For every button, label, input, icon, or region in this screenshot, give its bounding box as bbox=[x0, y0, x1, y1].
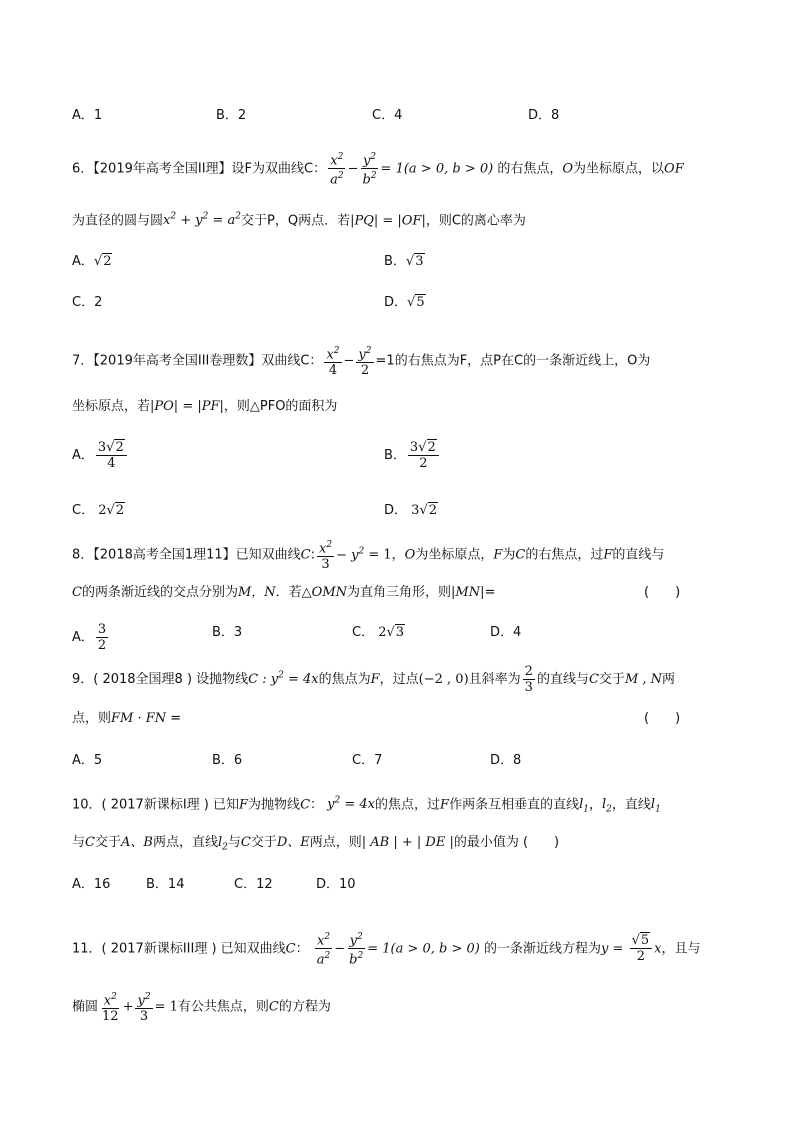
q9-stem-line1: 9．( 2018全国理8 ) 设抛物线C : $y^2 = 4x$的焦点为F，过点(−2 , 0)且斜率为 $\frac{2}{3}$ 的直线与C交于M , N两 bbox=[72, 664, 676, 695]
q7-option-b: B． $\frac{3√2}{2}$ bbox=[384, 440, 441, 471]
q6-option-a: A．√2 bbox=[72, 254, 112, 269]
q7-option-d: D． 3√2 bbox=[384, 503, 438, 518]
q5-option-b: B．2 bbox=[216, 108, 247, 123]
q8-option-a: A． $\frac{3}{2}$ bbox=[72, 622, 107, 653]
q8-stem-line1: 8．【2018高考全国1理11】已知双曲线C: $\frac{x^2}{3}$ − $y^2 = 1$，O为坐标原点，F为C的右焦点，过F的直线与 bbox=[72, 540, 665, 573]
q9-option-b: B．6 bbox=[212, 753, 243, 768]
q6-option-d: D．√5 bbox=[384, 295, 425, 310]
q10-option-c: C．12 bbox=[234, 877, 273, 892]
q8-option-c: C． 2√3 bbox=[352, 625, 405, 640]
q7-option-c: C． 2√2 bbox=[72, 503, 125, 518]
q11-stem-line2: 椭圆 $\frac{x^2}{12}$ + $\frac{y^2}{3}$ = 1有公共焦点，则C的方程为 bbox=[72, 992, 331, 1025]
q10-stem-line1: 10．( 2017新课标I理 ) 已知F为抛物线C： $y^2 = 4x$的焦点，过F作两条互相垂直的直线$l_1$，$l_2$，直线$l_1$ bbox=[72, 796, 661, 815]
q8-option-d: D．4 bbox=[490, 625, 522, 640]
q6-option-c: C．2 bbox=[72, 295, 103, 310]
q5-option-c: C．4 bbox=[372, 108, 403, 123]
q11-stem-line1: 11．( 2017新课标III理 ) 已知双曲线C： $\frac{x^2}{a^2}$ − $\frac{y^2}{b^2}$ = 1(a > 0, b > 0) 的一条渐近线方程为y = $\frac{√5}{2}$ x，且与 bbox=[72, 932, 701, 968]
q5-option-d: D．8 bbox=[528, 108, 560, 123]
q10-option-a: A．16 bbox=[72, 877, 111, 892]
q10-option-d: D．10 bbox=[316, 877, 356, 892]
q6-stem-line1: 6．【2019年高考全国II理】设F为双曲线C： $\frac{x^2}{a^2}$ − $\frac{y^2}{b^2}$ = 1(a > 0, b > 0) 的右焦点，O为坐标原点，以OF bbox=[72, 152, 684, 188]
q10-stem-line2: 与C交于A、B两点，直线$l_2$与C交于D、E两点，则| AB | + | DE |的最小值为 ( ) bbox=[72, 835, 560, 853]
q9-option-a: A．5 bbox=[72, 753, 103, 768]
q9-answer-paren: ( ) bbox=[644, 711, 681, 726]
q7-stem-line1: 7．【2019年高考全国III卷理数】双曲线C： $\frac{x^2}{4}$ − $\frac{y^2}{2}$ =1的右焦点为F，点P在C的一条渐近线上，O为 bbox=[72, 346, 651, 379]
q9-option-d: D．8 bbox=[490, 753, 522, 768]
q7-option-a: A． $\frac{3√2}{4}$ bbox=[72, 440, 129, 471]
q8-answer-paren: ( ) bbox=[644, 585, 681, 600]
q10-option-b: B．14 bbox=[146, 877, 185, 892]
q8-option-b: B．3 bbox=[212, 625, 243, 640]
q6-stem-line2: 为直径的圆与圆$x^2 + y^2 = a^2$交于P，Q两点．若|PQ| = |OF|，则C的离心率为 bbox=[72, 212, 526, 229]
q9-option-c: C．7 bbox=[352, 753, 383, 768]
q8-stem-line2: C的两条渐近线的交点分别为M，N．若△OMN为直角三角形，则|MN|= bbox=[72, 585, 496, 600]
q7-stem-line2: 坐标原点，若|PO| = |PF|，则△PFO的面积为 bbox=[72, 399, 338, 414]
q6-option-b: B．√3 bbox=[384, 254, 424, 269]
q5-option-a: A．1 bbox=[72, 108, 103, 123]
q9-stem-line2: 点，则FM · FN = bbox=[72, 711, 182, 726]
